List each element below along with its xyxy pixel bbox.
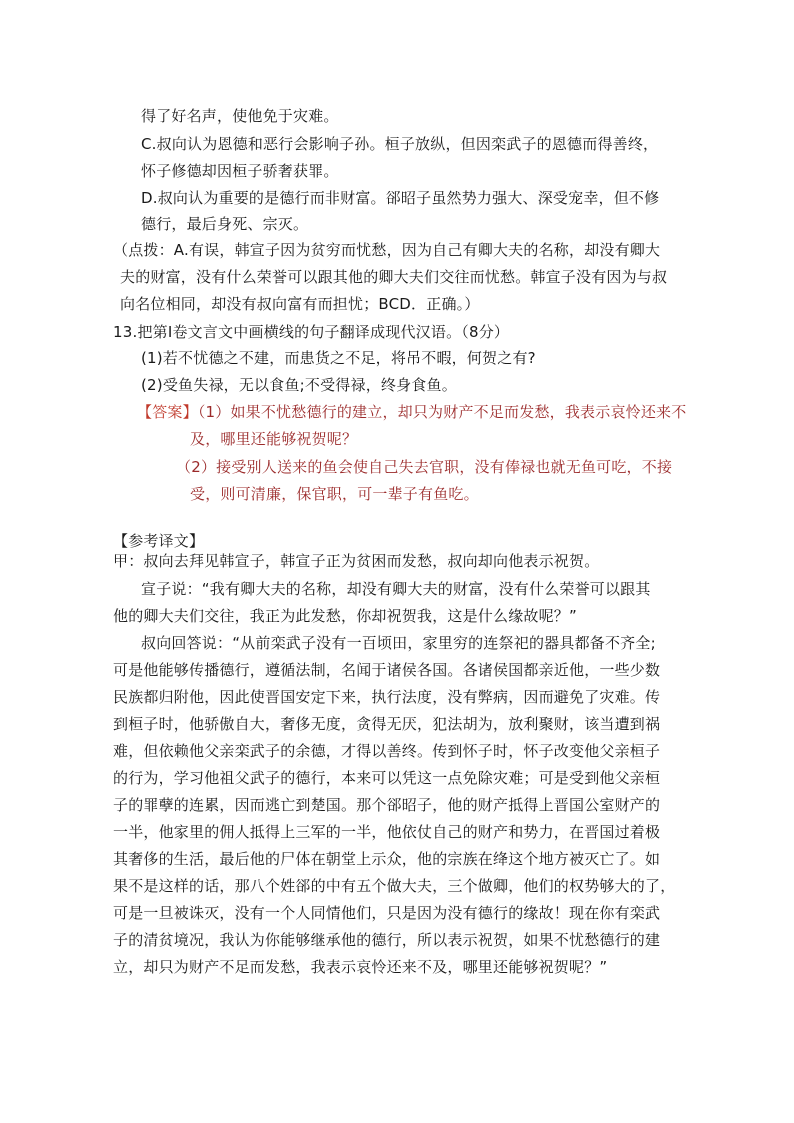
question-13-title: 13.把第Ⅰ卷文言文中画横线的句子翻译成现代汉语。（8分） [113, 323, 510, 341]
translation-line: 子的罪孽的连累，因而逃亡到楚国。那个郤昭子，他的财产抵得上晋国公室财产的 [113, 796, 661, 814]
translation-line: 立，却只为财产不足而发愁，我表示哀怜还来不及，哪里还能够祝贺呢？” [113, 958, 608, 976]
translation-line: 可是一旦被诛灭，没有一个人同情他们，只是因为没有德行的缘故！现在你有栾武 [113, 904, 661, 922]
answer-item1-line2: 及，哪里还能够祝贺呢？ [190, 430, 358, 448]
answer-item2-line2: 受，则可清廉，保官职，可一辈子有鱼吃。 [190, 485, 479, 503]
answer-item2-line1: （2）接受别人送来的鱼会使自己失去官职，没有俸禄也就无鱼可吃，不接 [176, 458, 673, 476]
translation-line: 其奢侈的生活，最后他的尸体在朝堂上示众，他的宗族在绛这个地方被灭亡了。如 [113, 850, 661, 868]
translation-line: 他的卿大夫们交往，我正为此发愁，你却祝贺我，这是什么缘故呢？” [113, 607, 577, 625]
translation-line: 子的清贫境况，我认为你能够继承他的德行，所以表示祝贺，如果不忧愁德行的建 [113, 931, 661, 949]
question-13-item1: (1)若不忧德之不建，而患货之不足，将吊不暇，何贺之有? [141, 349, 536, 367]
translation-line: 可是他能够传播德行，遵循法制，名闻于诸侯各国。各诸侯国都亲近他，一些少数 [113, 661, 661, 679]
translation-line: 甲：叔向去拜见韩宣子，韩宣子正为贫困而发愁，叔向却向他表示祝贺。 [113, 552, 600, 570]
hint-line3: 向名位相同，却没有叔向富有而担忧；BCD．正确。） [120, 295, 480, 313]
answer-item1-line1: （1）如果不忧愁德行的建立，却只为财产不足而发愁，我表示哀怜还来不 [197, 403, 687, 421]
hint-line2: 夫的财富，没有什么荣誉可以跟其他的卿大夫们交往而忧愁。韩宣子没有因为与叔 [120, 268, 668, 286]
option-c-line1: C.叔向认为恩德和恶行会影响子孙。桓子放纵，但因栾武子的恩德而得善终， [141, 135, 659, 153]
translation-line: 到桓子时，他骄傲自大，奢侈无度，贪得无厌，犯法胡为，放利聚财，该当遭到祸 [113, 715, 661, 733]
translation-line: 的行为，学习他祖父武子的德行，本来可以凭这一点免除灾难；可是受到他父亲桓 [113, 769, 661, 787]
translation-heading: 【参考译文】 [113, 532, 205, 550]
option-b-tail: 得了好名声，使他免于灾难。 [141, 107, 339, 125]
option-c-line2: 怀子修德却因桓子骄奢获罪。 [141, 162, 339, 180]
translation-line: 宣子说：“我有卿大夫的名称，却没有卿大夫的财富，没有什么荣誉可以跟其 [141, 580, 651, 598]
answer-label: 【答案】 [137, 403, 198, 421]
hint-line1: （点拨：A.有误，韩宣子因为贫穷而忧愁，因为自己有卿大夫的名称，却没有卿大 [113, 241, 661, 259]
question-13-item2: (2)受鱼失禄，无以食鱼;不受得禄，终身食鱼。 [141, 376, 457, 394]
translation-line: 叔向回答说：“从前栾武子没有一百顷田，家里穷的连祭祀的器具都备不齐全; [141, 634, 656, 652]
option-d-line2: 德行，最后身死、宗灭。 [141, 215, 309, 233]
option-d-line1: D.叔向认为重要的是德行而非财富。郤昭子虽然势力强大、深受宠幸，但不修 [141, 189, 660, 207]
translation-line: 一半，他家里的佣人抵得上三军的一半，他依仗自己的财产和势力，在晋国过着极 [113, 823, 661, 841]
translation-line: 民族都归附他，因此使晋国安定下来，执行法度，没有弊病，因而避免了灾难。传 [113, 688, 661, 706]
answer-block [137, 402, 686, 422]
translation-line: 果不是这样的话，那八个姓郤的中有五个做大夫，三个做卿，他们的权势够大的了， [113, 877, 676, 895]
translation-line: 难，但依赖他父亲栾武子的余德，才得以善终。传到怀子时，怀子改变他父亲桓子 [113, 742, 661, 760]
